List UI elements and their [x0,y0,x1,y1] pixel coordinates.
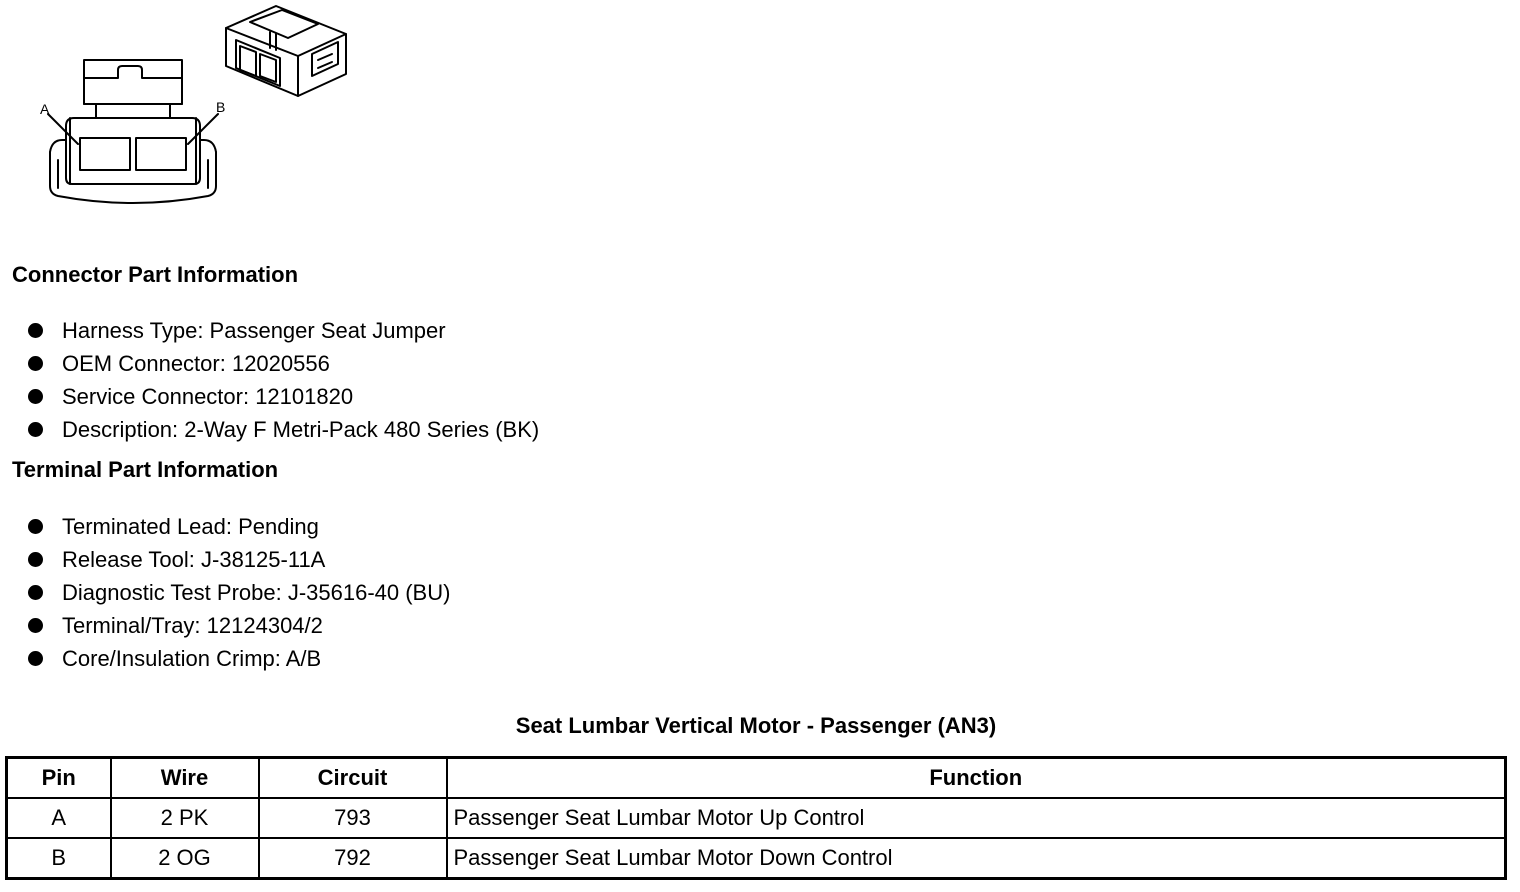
bullet-icon [28,323,43,338]
function-cell: Passenger Seat Lumbar Motor Down Control [447,838,1506,879]
list-item [28,314,539,347]
list-item-text: Release Tool: J-38125-11A [62,547,326,572]
bullet-icon [28,651,43,666]
list-item-text: Diagnostic Test Probe: J-35616-40 (BU) [62,580,451,605]
bullet-icon [28,585,43,600]
list-item-text: Core/Insulation Crimp: A/B [62,646,322,671]
terminal-part-info-heading: Terminal Part Information [12,457,279,482]
pin-cell: A [7,798,111,838]
bullet-icon [28,618,43,633]
table-title: Seat Lumbar Vertical Motor - Passenger (AN3) [515,713,997,738]
list-item [28,347,539,380]
wire-cell: 2 PK [111,798,259,838]
connector-part-info-heading: Connector Part Information [12,262,299,287]
list-item-text: Harness Type: Passenger Seat Jumper [62,318,446,343]
connector-part-info-list [28,314,539,446]
column-header-wire: Wire [111,758,259,799]
list-item-text: Terminated Lead: Pending [62,514,319,539]
list-item [28,576,450,609]
connector-front-view [48,60,218,203]
bullet-icon [28,422,43,437]
table-row [7,838,1506,879]
list-item [28,510,450,543]
list-item-text: Terminal/Tray: 12124304/2 [62,613,323,638]
circuit-cell: 793 [259,798,447,838]
column-header-circuit: Circuit [259,758,447,799]
list-item [28,642,450,675]
list-item-text: Description: 2-Way F Metri-Pack 480 Series (BK) [62,417,540,442]
pin-cell: B [7,838,111,879]
list-item-text: OEM Connector: 12020556 [62,351,330,376]
bullet-icon [28,356,43,371]
connector-diagram [40,0,360,210]
table-header-row [7,758,1506,799]
bullet-icon [28,389,43,404]
column-header-function: Function [447,758,1506,799]
pin-a-label: A [40,101,50,117]
terminal-part-info-list [28,510,450,675]
list-item [28,543,450,576]
wire-cell: 2 OG [111,838,259,879]
table-row [7,798,1506,838]
pinout-table [5,756,1507,880]
pin-b-label: B [216,99,226,115]
bullet-icon [28,519,43,534]
column-header-pin: Pin [7,758,111,799]
bullet-icon [28,552,43,567]
list-item [28,380,539,413]
list-item-text: Service Connector: 12101820 [62,384,354,409]
list-item [28,609,450,642]
list-item [28,413,539,446]
connector-isometric-view [226,6,346,96]
circuit-cell: 792 [259,838,447,879]
function-cell: Passenger Seat Lumbar Motor Up Control [447,798,1506,838]
